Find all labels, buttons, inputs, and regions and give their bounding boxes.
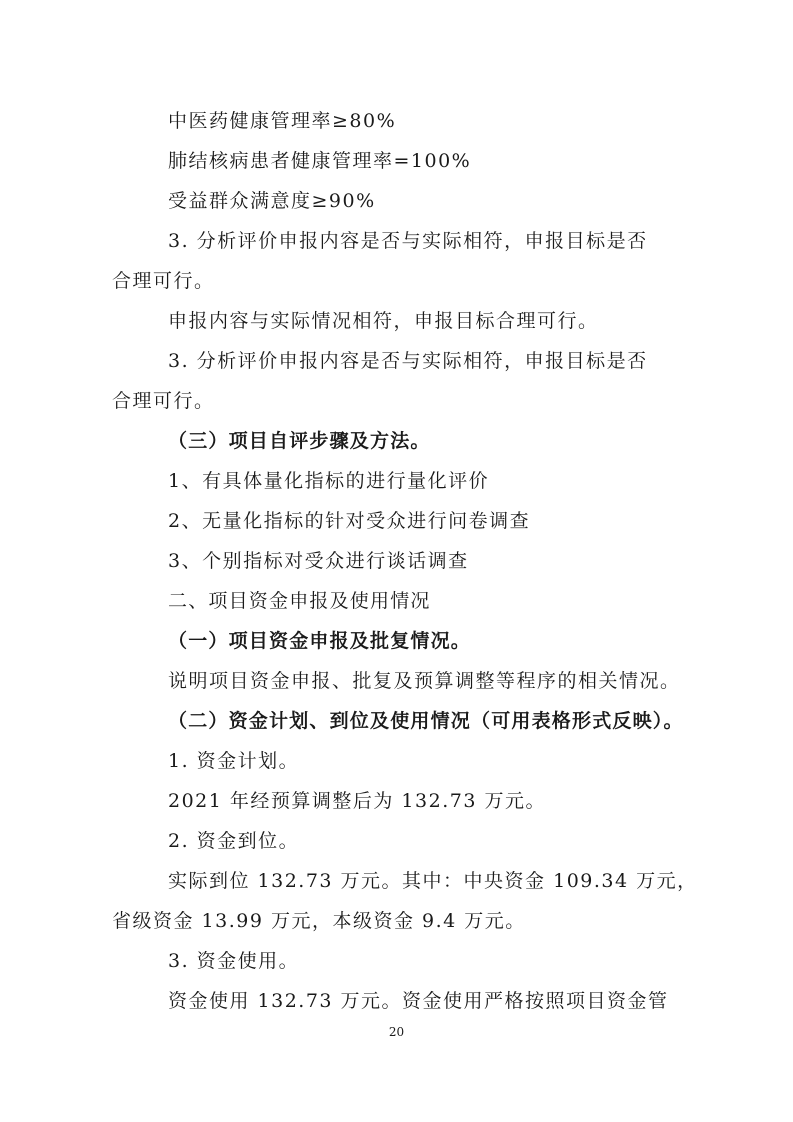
- page-number: 20: [388, 1025, 405, 1039]
- paragraph-evaluation-continuation: 合理可行。: [112, 270, 215, 292]
- paragraph-declaration-result: 申报内容与实际情况相符，申报目标合理可行。: [168, 310, 599, 332]
- paragraph-evaluation-repeat-first-line: 3. 分析评价申报内容是否与实际相符，申报目标是否: [168, 350, 648, 372]
- paragraph-funding-arrival-first-line: 实际到位 132.73 万元。其中：中央资金 109.34 万元，: [168, 870, 698, 892]
- subheading-funding-arrival: 2. 资金到位。: [168, 830, 300, 852]
- chapter-heading-funding: 二、项目资金申报及使用情况: [168, 590, 431, 612]
- list-item-interview-survey: 3、个别指标对受众进行谈话调查: [168, 550, 469, 572]
- paragraph-evaluation-first-line: 3. 分析评价申报内容是否与实际相符，申报目标是否: [168, 230, 648, 252]
- indicator-satisfaction: 受益群众满意度≥90%: [168, 190, 376, 212]
- section-heading-funding-plan: （二）资金计划、到位及使用情况（可用表格形式反映）。: [168, 710, 684, 732]
- indicator-tuberculosis-health-management: 肺结核病患者健康管理率=100%: [168, 150, 472, 172]
- list-item-questionnaire-survey: 2、无量化指标的针对受众进行问卷调查: [168, 510, 531, 532]
- paragraph-evaluation-repeat-continuation: 合理可行。: [112, 390, 215, 412]
- subheading-funding-plan: 1. 资金计划。: [168, 750, 300, 772]
- list-item-quantified-evaluation: 1、有具体量化指标的进行量化评价: [168, 470, 490, 492]
- paragraph-funding-use: 资金使用 132.73 万元。资金使用严格按照项目资金管: [168, 990, 669, 1012]
- subheading-funding-use: 3. 资金使用。: [168, 950, 300, 972]
- section-heading-funding-application: （一）项目资金申报及批复情况。: [168, 630, 472, 652]
- section-heading-self-evaluation-steps: （三）项目自评步骤及方法。: [168, 430, 431, 452]
- paragraph-budget-adjustment: 2021 年经预算调整后为 132.73 万元。: [168, 790, 546, 812]
- indicator-tcm-health-management: 中医药健康管理率≥80%: [168, 110, 397, 132]
- paragraph-funding-arrival-continuation: 省级资金 13.99 万元，本级资金 9.4 万元。: [112, 910, 526, 932]
- paragraph-funding-procedure: 说明项目资金申报、批复及预算调整等程序的相关情况。: [168, 670, 681, 692]
